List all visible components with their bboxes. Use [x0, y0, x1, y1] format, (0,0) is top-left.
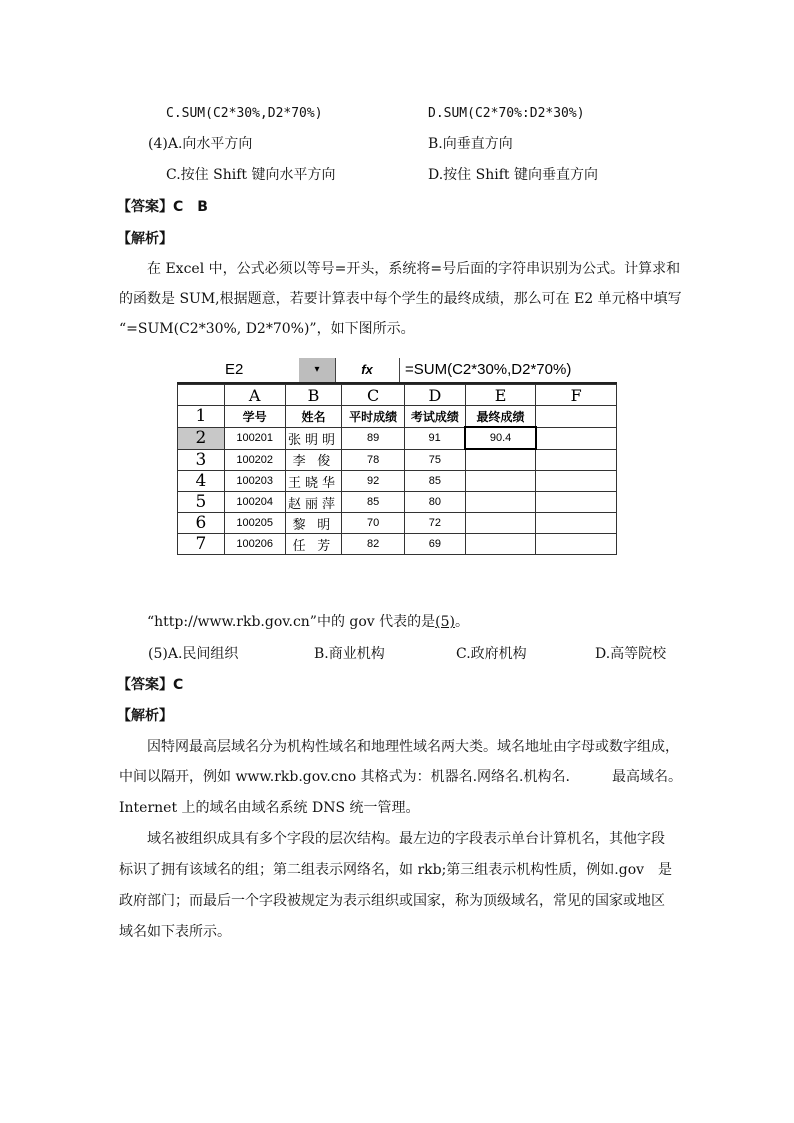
answer-block-1 — [117, 197, 208, 217]
cell-empty — [536, 513, 617, 534]
cell-regular-score: 70 — [342, 513, 405, 534]
column-header: B — [285, 385, 342, 406]
cell-empty — [536, 427, 617, 449]
cell-exam-score: 91 — [405, 427, 466, 449]
cell-regular-score: 82 — [342, 534, 405, 555]
header-cell: 姓名 — [285, 406, 342, 428]
row-header: 4 — [178, 471, 225, 492]
analysis-line: 标识了拥有该域名的组；第二组表示网络名，如 rkb;第三组表示机构性质，例如.gov 是 — [119, 862, 673, 878]
row-header: 2 — [178, 427, 225, 449]
header-cell: 最终成绩 — [465, 406, 536, 428]
cell-id: 100206 — [224, 534, 285, 555]
cell-exam-score: 85 — [405, 471, 466, 492]
header-cell: 学号 — [224, 406, 285, 428]
cell-final-score — [465, 449, 536, 471]
excel-screenshot — [177, 358, 617, 560]
column-header-row — [178, 385, 617, 406]
analysis-line: 域名被组织成具有多个字段的层次结构。最左边的字段表示单台计算机名，其他字段 — [147, 831, 665, 847]
table-row — [178, 449, 617, 471]
cell-regular-score: 92 — [342, 471, 405, 492]
option-4c: C.SUM(C2*30%,D2*70%) — [166, 106, 323, 121]
answer-label: 【答案】 — [117, 677, 173, 693]
cell-name: 赵丽萍 — [285, 492, 342, 513]
answer-block-2 — [117, 675, 183, 695]
spreadsheet-grid — [177, 384, 617, 555]
cell-id: 100202 — [224, 449, 285, 471]
answer-value: C — [173, 677, 184, 693]
analysis-line: 的函数是 SUM,根据题意，若要计算表中每个学生的最终成绩，那么可在 E2 单元格中填写 — [119, 291, 682, 307]
question-5 — [147, 612, 469, 632]
cell-regular-score: 89 — [342, 427, 405, 449]
row-header: 1 — [178, 406, 225, 428]
cell-final-score — [465, 534, 536, 555]
analysis-label: 【解析】 — [117, 708, 173, 724]
cell-empty — [536, 449, 617, 471]
analysis-line: 政府部门；而最后一个字段被规定为表示组织或国家，称为顶级域名，常见的国家或地区 — [119, 893, 665, 909]
cell-name: 张明明 — [285, 427, 342, 449]
cell-exam-score: 80 — [405, 492, 466, 513]
analysis-label: 【解析】 — [117, 231, 173, 247]
row-header: 6 — [178, 513, 225, 534]
analysis-line: 中间以隔开，例如 www.rkb.gov.cno 其格式为：机器名.网络名.机构名. 最高域名。 — [119, 769, 682, 785]
formula-bar — [177, 358, 617, 384]
analysis-line: 域名如下表所示。 — [119, 924, 231, 940]
chevron-down-icon: ▾ — [299, 358, 336, 382]
column-header: D — [405, 385, 466, 406]
cell-id: 100204 — [224, 492, 285, 513]
option-4b-d: D.按住 Shift 键向垂直方向 — [428, 167, 598, 183]
cell-name: 王晓华 — [285, 471, 342, 492]
cell-empty — [536, 534, 617, 555]
cell-name: 李 俊 — [285, 449, 342, 471]
cell-exam-score: 75 — [405, 449, 466, 471]
cell-exam-score: 72 — [405, 513, 466, 534]
analysis-line: “=SUM(C2*30%, D2*70%)”，如下图所示。 — [119, 321, 415, 337]
cell-empty — [536, 492, 617, 513]
analysis-line: Internet 上的域名由域名系统 DNS 统一管理。 — [119, 800, 420, 816]
cell-empty — [536, 471, 617, 492]
header-cell: 考试成绩 — [405, 406, 466, 428]
name-box: E2 — [177, 358, 300, 382]
option-4b-c: C.按住 Shift 键向水平方向 — [166, 167, 336, 183]
question-5-blank: (5) — [435, 614, 456, 630]
corner-cell — [178, 385, 225, 406]
table-row — [178, 513, 617, 534]
row-header: 7 — [178, 534, 225, 555]
option-5a: (5)A.民间组织 — [148, 646, 239, 662]
cell-final-score — [465, 471, 536, 492]
option-5c: C.政府机构 — [456, 646, 527, 662]
cell-final-score — [465, 492, 536, 513]
cell-name: 任 芳 — [285, 534, 342, 555]
option-4b-a: (4)A.向水平方向 — [148, 136, 253, 152]
answer-value: C B — [173, 199, 208, 215]
option-4d: D.SUM(C2*70%:D2*30%) — [428, 106, 585, 121]
cell-final-score-active: 90.4 — [465, 427, 536, 449]
column-header: E — [465, 385, 536, 406]
table-row — [178, 492, 617, 513]
cell-id: 100205 — [224, 513, 285, 534]
cell-regular-score: 85 — [342, 492, 405, 513]
cell-regular-score: 78 — [342, 449, 405, 471]
analysis-line: 因特网最高层域名分为机构性域名和地理性域名两大类。域名地址由字母或数字组成， — [147, 739, 679, 755]
header-cell — [536, 406, 617, 428]
row-header: 5 — [178, 492, 225, 513]
cell-exam-score: 69 — [405, 534, 466, 555]
column-header: A — [224, 385, 285, 406]
cell-final-score — [465, 513, 536, 534]
answer-label: 【答案】 — [117, 199, 173, 215]
row-header: 3 — [178, 449, 225, 471]
cell-id: 100203 — [224, 471, 285, 492]
cell-name: 黎 明 — [285, 513, 342, 534]
column-header: F — [536, 385, 617, 406]
question-5-text: “http://www.rkb.gov.cn”中的 gov 代表的是 — [147, 614, 436, 630]
fx-icon: fx — [335, 358, 400, 382]
analysis-line: 在 Excel 中，公式必须以等号=开头，系统将=号后面的字符串识别为公式。计算求和 — [147, 261, 681, 277]
option-5d: D.高等院校 — [595, 646, 667, 662]
option-4b-b: B.向垂直方向 — [428, 136, 513, 152]
formula-text: =SUM(C2*30%,D2*70%) — [405, 361, 572, 378]
header-cell: 平时成绩 — [342, 406, 405, 428]
question-5-suffix: 。 — [455, 614, 470, 630]
option-5b: B.商业机构 — [314, 646, 385, 662]
table-row — [178, 427, 617, 449]
cell-id: 100201 — [224, 427, 285, 449]
table-row — [178, 471, 617, 492]
column-header: C — [342, 385, 405, 406]
table-row — [178, 534, 617, 555]
table-row — [178, 406, 617, 428]
